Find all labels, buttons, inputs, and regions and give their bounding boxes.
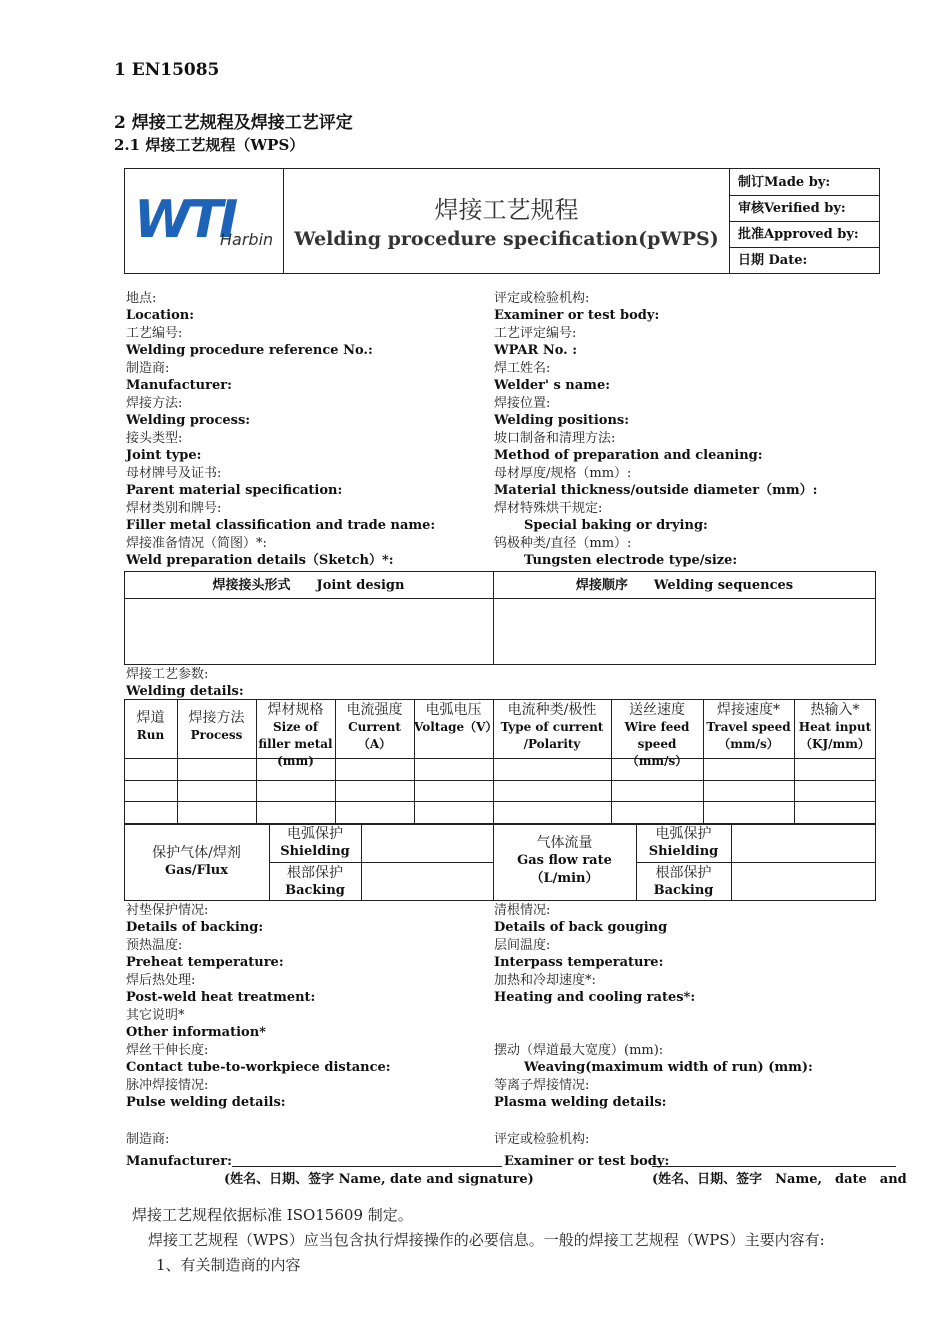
sig-examiner-note: (姓名、日期、签字 Name, date and: [652, 1172, 907, 1187]
left-after-field-4-cn: 焊丝干伸长度:: [126, 1043, 209, 1058]
welding-sequences-header: 焊接顺序 Welding sequences: [575, 578, 794, 593]
paragraph-1: 焊接工艺规程依据标准 ISO15609 制定。: [132, 1206, 413, 1224]
right-field-1-cn: 工艺评定编号:: [494, 326, 577, 341]
right-field-0-en: Examiner or test body:: [494, 308, 660, 323]
left-field-6-en: Filler metal classification and trade name:: [126, 518, 436, 533]
left-field-7-cn: 焊接准备情况（简图）*:: [126, 536, 267, 551]
right-field-1-en: WPAR No. :: [494, 343, 578, 358]
left-after-field-5-en: Pulse welding details:: [126, 1095, 286, 1110]
right-field-6-en: Special baking or drying:: [524, 518, 708, 533]
left-after-field-0-en: Details of backing:: [126, 920, 264, 935]
right-field-5-cn: 母材厚度/规格（mm）:: [494, 466, 632, 481]
right-after-field-4-cn: 等离子焊接情况:: [494, 1078, 590, 1093]
left-field-4-en: Joint type:: [126, 448, 202, 463]
table-header-6: 送丝速度 Wire feed speed（mm/s）: [624, 702, 690, 768]
form-title-cn: 焊接工艺规程: [434, 196, 579, 224]
table-header-8: 热输入* Heat input（KJ/mm）: [798, 702, 872, 751]
right-field-3-en: Welding positions:: [494, 413, 630, 428]
left-after-field-4-en: Contact tube-to-workpiece distance:: [126, 1060, 391, 1075]
paragraph-3: 1、有关制造商的内容: [156, 1256, 301, 1274]
backing-cell: 根部保护 Backing: [285, 865, 345, 898]
left-field-0-en: Location:: [126, 308, 195, 323]
left-field-6-cn: 焊材类别和牌号:: [126, 501, 222, 516]
verified-by-label: 审核Verified by:: [738, 201, 846, 216]
left-field-3-cn: 焊接方法:: [126, 396, 183, 411]
flow-backing-cell: 根部保护 Backing: [653, 865, 714, 898]
left-field-4-cn: 接头类型:: [126, 431, 183, 446]
wps-form: [124, 168, 907, 1198]
heading-2-1: 2.1 焊接工艺规程（WPS）: [114, 136, 305, 154]
sig-examiner-cn: 评定或检验机构:: [494, 1132, 590, 1147]
table-header-1: 焊接方法 Process: [188, 710, 245, 742]
left-field-7-en: Weld preparation details（Sketch）*:: [126, 553, 394, 568]
right-field-6-cn: 焊材特殊烘干规定:: [494, 501, 603, 516]
left-field-1-cn: 工艺编号:: [126, 326, 183, 341]
right-field-4-en: Method of preparation and cleaning:: [494, 448, 763, 463]
made-by-label: 制订Made by:: [738, 175, 831, 190]
right-field-2-en: Welder' s name:: [494, 378, 611, 393]
table-header-5: 电流种类/极性 Type of current /Polarity: [500, 702, 604, 751]
table-header-3: 电流强度 Current（A）: [346, 702, 403, 751]
table-header-0: 焊道 Run: [136, 710, 165, 742]
left-after-field-1-en: Preheat temperature:: [126, 955, 284, 970]
table-header-2: 焊材规格 Size of filler metal (mm): [258, 702, 333, 768]
welding-details-cn: 焊接工艺参数:: [126, 667, 209, 682]
left-field-3-en: Welding process:: [126, 413, 251, 428]
right-field-0-cn: 评定或检验机构:: [494, 291, 590, 306]
form-title-en: Welding procedure specification(pWPS): [294, 228, 719, 250]
right-after-field-0-cn: 清根情况:: [494, 903, 551, 918]
right-field-2-cn: 焊工姓名:: [494, 361, 551, 376]
right-after-field-2-en: Heating and cooling rates*:: [494, 990, 696, 1005]
left-after-field-2-cn: 焊后热处理:: [126, 973, 196, 988]
heading-2: 2 焊接工艺规程及焊接工艺评定: [114, 113, 353, 133]
gas-flow-cell: 气体流量 Gas flow rate （L/min）: [517, 835, 612, 886]
right-field-7-en: Tungsten electrode type/size:: [524, 553, 738, 568]
left-field-5-cn: 母材牌号及证书:: [126, 466, 222, 481]
sig-manufacturer-note: (姓名、日期、签字 Name, date and signature): [224, 1172, 534, 1187]
left-after-field-0-cn: 衬垫保护情况:: [126, 903, 209, 918]
date-label: 日期 Date:: [738, 253, 808, 268]
left-field-5-en: Parent material specification:: [126, 483, 343, 498]
paragraph-2: 焊接工艺规程（WPS）应当包含执行焊接操作的必要信息。一般的焊接工艺规程（WPS）主要内容有:: [148, 1231, 825, 1249]
flow-shielding-cell: 电弧保护 Shielding: [648, 826, 719, 859]
company-logo: WTI Harbin: [134, 190, 274, 250]
sig-manufacturer-cn: 制造商:: [126, 1132, 170, 1147]
left-after-field-1-cn: 预热温度:: [126, 938, 183, 953]
right-field-3-cn: 焊接位置:: [494, 396, 551, 411]
table-header-7: 焊接速度* Travel speed（mm/s）: [706, 702, 791, 751]
right-after-field-0-en: Details of back gouging: [494, 920, 668, 935]
right-after-field-1-en: Interpass temperature:: [494, 955, 664, 970]
sig-manufacturer-en: Manufacturer:: [126, 1154, 232, 1169]
left-after-field-2-en: Post-weld heat treatment:: [126, 990, 316, 1005]
left-field-0-cn: 地点:: [126, 291, 157, 306]
left-field-2-cn: 制造商:: [126, 361, 170, 376]
right-field-5-en: Material thickness/outside diameter（mm）:: [494, 483, 818, 498]
left-field-1-en: Welding procedure reference No.:: [126, 343, 373, 358]
left-field-2-en: Manufacturer:: [126, 378, 232, 393]
heading-1: 1 EN15085: [114, 60, 220, 80]
left-after-field-3-cn: 其它说明*: [126, 1008, 185, 1023]
right-after-field-2-cn: 加热和冷却速度*:: [494, 973, 596, 988]
right-after-field-4-en: Plasma welding details:: [494, 1095, 667, 1110]
gas-flux-cell: 保护气体/焊剂 Gas/Flux: [152, 845, 241, 878]
left-after-field-3-en: Other information*: [126, 1025, 266, 1040]
right-field-7-cn: 钨极种类/直径（mm）:: [494, 536, 632, 551]
joint-design-header: 焊接接头形式 Joint design: [212, 578, 405, 593]
welding-details-en: Welding details:: [126, 684, 244, 699]
right-after-field-3-en: Weaving(maximum width of run) (mm):: [524, 1060, 813, 1075]
approved-by-label: 批准Approved by:: [738, 227, 859, 242]
left-after-field-5-cn: 脉冲焊接情况:: [126, 1078, 209, 1093]
right-after-field-1-cn: 层间温度:: [494, 938, 551, 953]
right-after-field-3-cn: 摆动（焊道最大宽度）(mm):: [494, 1043, 664, 1058]
table-header-4: 电弧电压 Voltage（V）: [414, 702, 498, 734]
sig-examiner-en: Examiner or test body:: [504, 1154, 670, 1169]
shielding-cell: 电弧保护 Shielding: [280, 826, 350, 859]
right-field-4-cn: 坡口制备和清理方法:: [494, 431, 616, 446]
